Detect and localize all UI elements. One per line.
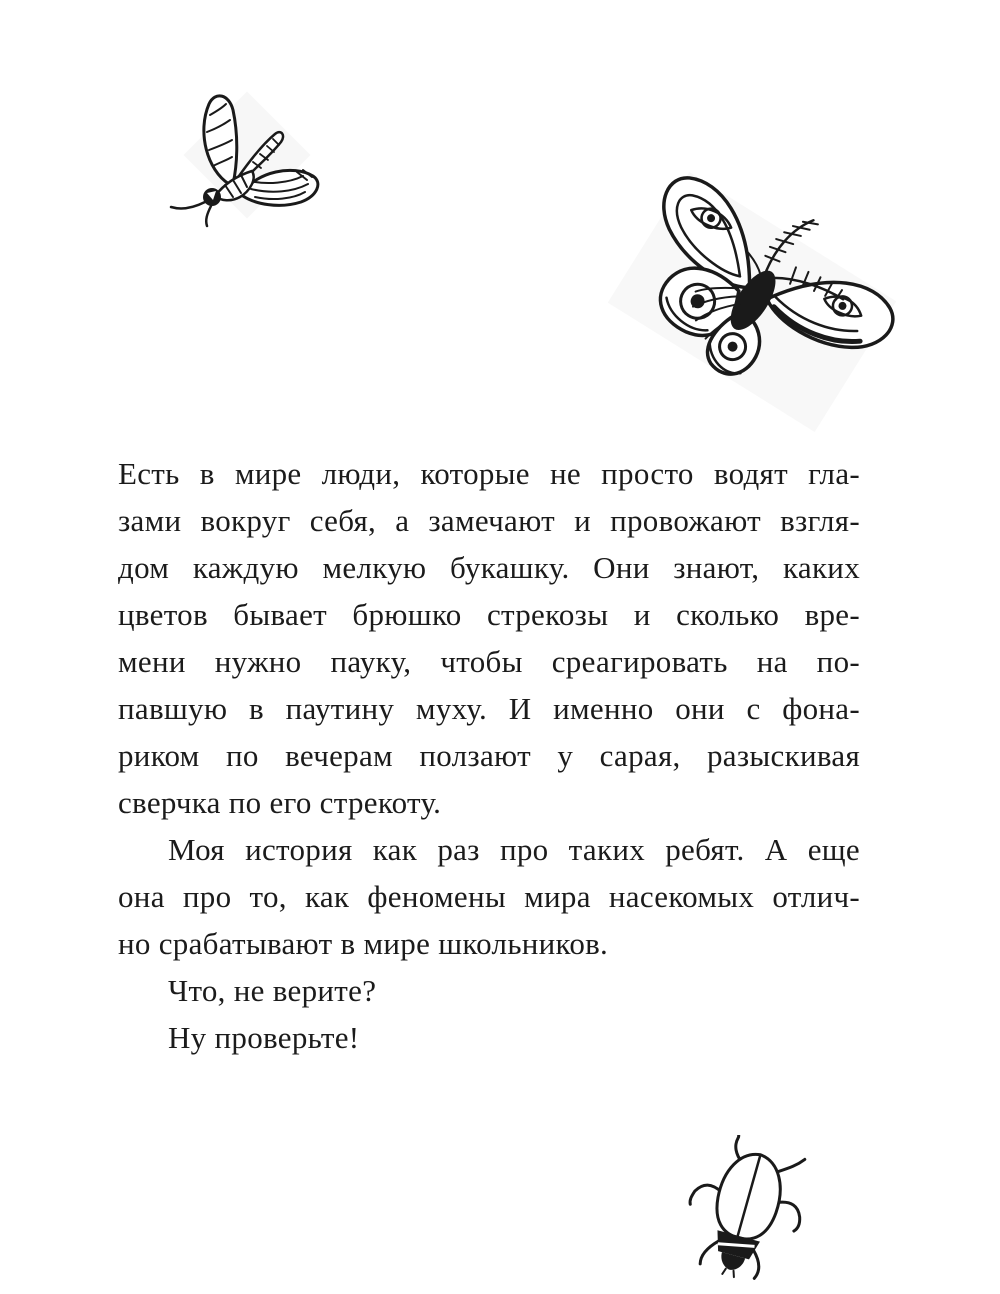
text-line: но срабатывают в мире школьников.	[118, 926, 609, 961]
hawk-moth-illustration	[155, 80, 330, 230]
text-line: мени нужно пауку, чтобы среагировать на по-	[118, 644, 860, 679]
text-line: сверчка по его стрекоту.	[118, 785, 442, 820]
emperor-moth-illustration	[575, 160, 920, 450]
body-text	[118, 450, 860, 1061]
text-line: Ну проверьте!	[168, 1020, 360, 1055]
text-line: павшую в паутину муху. И именно они с фона-	[118, 691, 860, 726]
beetle-illustration	[685, 1135, 815, 1280]
text-line: Что, не верите?	[168, 973, 377, 1008]
text-line: зами вокруг себя, а замечают и провожают взгля-	[118, 503, 860, 538]
text-line: Есть в мире люди, которые не просто водят гла-	[118, 456, 860, 491]
text-line: Моя история как раз про таких ребят. А еще	[168, 832, 860, 867]
text-line: цветов бывает брюшко стрекозы и сколько вре-	[118, 597, 860, 632]
text-line: риком по вечерам ползают у сарая, разыскивая	[118, 738, 860, 773]
text-line: она про то, как феномены мира насекомых отлич-	[118, 879, 860, 914]
text-line: дом каждую мелкую букашку. Они знают, каких	[118, 550, 860, 585]
